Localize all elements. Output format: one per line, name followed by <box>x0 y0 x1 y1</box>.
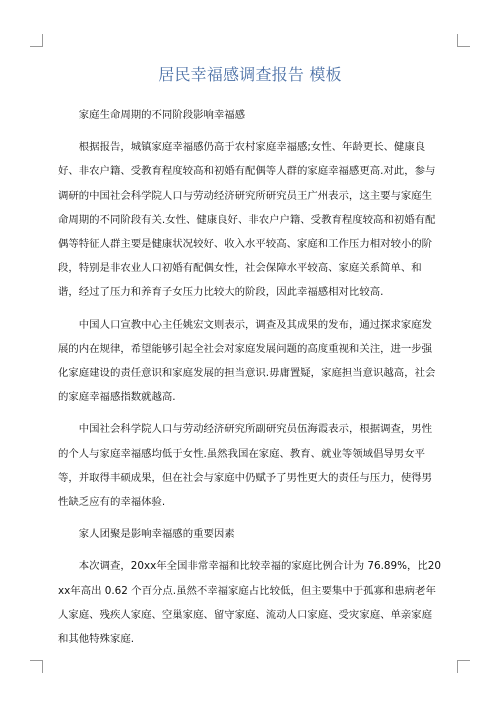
section-heading-lifecycle: 家庭生命周期的不同阶段影响幸福感 <box>78 109 246 121</box>
section-heading-family-reunion: 家人团聚是影响幸福感的重要因素 <box>78 528 235 541</box>
body-paragraph-1: 根据报告，城镇家庭幸福感仍高于农村家庭幸福感;女性、年龄更长、健康良好、非农户籍、受教育程度较高和初婚有配偶等人群的家庭幸福感更高.对此，参与调研的中国社会科学院人口与劳动经济研究所研究员王广州表示，这主要与家庭生命周期的不同阶段有关.女性、健康良好、非农户户籍、受教育程度较高和初婚有配偶等特征人群主要是健康状况较好、收入水平较高、家庭和工作压力相对较小的阶段，特别是非农业人口初婚有配偶女性，社会保障水平较高、家庭关系简单、和谐，经过了压力和养育子女压力比较大的阶段，因此幸福感相对比较高. <box>58 141 436 299</box>
crop-mark-top-right <box>457 34 470 47</box>
document-page <box>58 62 442 659</box>
crop-mark-bottom-left <box>30 660 43 673</box>
document-title: 居民幸福感调查报告 模板 <box>158 65 342 84</box>
crop-mark-top-left <box>30 34 43 47</box>
body-paragraph-4: 本次调查，20xx年全国非常幸福和比较幸福的家庭比例合计为 76.89%，比20xx年高出 0.62 个百分点.虽然不幸福家庭占比较低，但主要集中于孤寡和患病老年人家庭、残疾人家庭、空巢家庭、留守家庭、流动人口家庭、受灾家庭、单亲家庭和其他特殊家庭. <box>58 560 442 646</box>
body-paragraph-2: 中国人口宣教中心主任姚宏文则表示，调查及其成果的发布，通过探求家庭发展的内在规律，希望能够引起全社会对家庭发展问题的高度重视和关注，进一步强化家庭建设的责任意识和家庭发展的担当意识.毋庸置疑，家庭担当意识越高，社会的家庭幸福感指数就越高. <box>58 318 436 404</box>
crop-mark-bottom-right <box>457 660 470 673</box>
body-paragraph-3: 中国社会科学院人口与劳动经济研究所副研究员伍海霞表示，根据调查，男性的个人与家庭幸福感均低于女性.虽然我国在家庭、教育、就业等领域倡导男女平等，并取得丰硕成果，但在社会与家庭中仍赋予了男性更大的责任与压力，使得男性缺乏应有的幸福体验. <box>58 423 433 509</box>
